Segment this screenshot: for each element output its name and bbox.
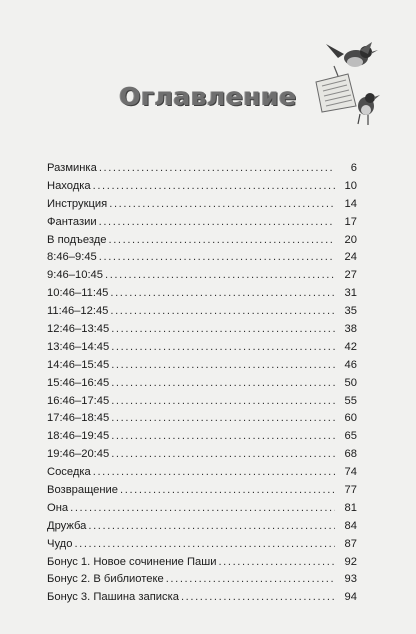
toc-entry-label: Находка: [47, 179, 91, 192]
toc-entry: [47, 267, 357, 285]
toc-entry-page-number: 14: [344, 197, 357, 210]
toc-entry-label: 13:46–14:45: [47, 340, 110, 353]
toc-entry-page-number: 81: [344, 501, 357, 514]
toc-entry-label: 14:46–15:45: [47, 358, 110, 371]
toc-entry: [47, 321, 357, 339]
toc-entry-label: Возвращение: [47, 484, 119, 497]
toc-entry-page-number: 94: [344, 591, 357, 604]
toc-entry-page-number: 31: [344, 287, 357, 300]
toc-leader-dots: [109, 196, 335, 214]
bird-top-icon: [326, 42, 378, 67]
toc-entry: [47, 285, 357, 303]
toc-entry-label: Инструкция: [47, 197, 108, 210]
toc-leader-dots: [110, 303, 335, 321]
toc-entry: [47, 518, 357, 536]
toc-entry-label: 12:46–13:45: [47, 323, 110, 336]
toc-entry-page-number: 20: [344, 233, 357, 246]
toc-leader-dots: [70, 500, 335, 518]
toc-leader-dots: [111, 446, 335, 464]
toc-entry-label: Соседка: [47, 466, 91, 479]
toc-entry: [47, 410, 357, 428]
toc-entry: [47, 500, 357, 518]
toc-leader-dots: [105, 267, 335, 285]
toc-leader-dots: [218, 554, 335, 572]
toc-entry-page-number: 60: [344, 412, 357, 425]
toc-leader-dots: [120, 482, 335, 500]
toc-entry-page-number: 6: [350, 162, 357, 174]
toc-entry-page-number: 24: [344, 251, 357, 264]
toc-entry-page-number: 50: [344, 376, 357, 389]
toc-entry-page-number: 93: [344, 573, 357, 586]
toc-leader-dots: [93, 178, 335, 196]
toc-entry-label: Бонус 2. В библиотеке: [47, 573, 164, 586]
toc-leader-dots: [110, 285, 335, 303]
toc-entry: [47, 536, 357, 554]
toc-leader-dots: [99, 214, 335, 232]
toc-entry: [47, 482, 357, 500]
toc-entry: [47, 196, 357, 214]
toc-entry: [47, 571, 357, 589]
toc-entry-page-number: 92: [344, 555, 357, 568]
toc-entry: [47, 446, 357, 464]
toc-entry-page-number: 74: [344, 466, 357, 479]
toc-entry: [47, 178, 357, 196]
toc-leader-dots: [166, 571, 335, 589]
toc-entry: [47, 232, 357, 250]
toc-entry-label: 9:46–10:45: [47, 269, 103, 282]
toc-leader-dots: [111, 428, 335, 446]
toc-entry: [47, 554, 357, 572]
toc-leader-dots: [111, 357, 335, 375]
toc-entry: [47, 375, 357, 393]
toc-entry-label: 19:46–20:45: [47, 448, 110, 461]
toc-entry-page-number: 27: [344, 269, 357, 282]
toc-entry-page-number: 68: [344, 448, 357, 461]
toc-entry-page-number: 10: [344, 179, 357, 192]
toc-entry: [47, 214, 357, 232]
toc-entry-label: Дружба: [47, 519, 87, 532]
toc-entry-label: 17:46–18:45: [47, 412, 110, 425]
toc-leader-dots: [111, 321, 335, 339]
toc-entry-page-number: 17: [344, 215, 357, 228]
toc-leader-dots: [99, 249, 335, 267]
toc-leader-dots: [93, 464, 335, 482]
toc-leader-dots: [99, 160, 335, 178]
toc-entry-label: 10:46–11:45: [47, 287, 109, 300]
toc-entry-page-number: 55: [344, 394, 357, 407]
toc-entry: [47, 464, 357, 482]
table-of-contents: [47, 160, 357, 607]
toc-entry-label: Бонус 1. Новое сочинение Паши: [47, 555, 217, 568]
toc-leader-dots: [111, 410, 335, 428]
toc-leader-dots: [111, 339, 335, 357]
toc-entry: [47, 589, 357, 607]
toc-entry-page-number: 84: [344, 519, 357, 532]
toc-entry-page-number: 87: [344, 537, 357, 550]
toc-entry-label: 18:46–19:45: [47, 430, 110, 443]
toc-entry-label: 11:46–12:45: [47, 305, 109, 318]
toc-entry-label: 8:46–9:45: [47, 251, 97, 264]
toc-entry-page-number: 65: [344, 430, 357, 443]
toc-entry: [47, 357, 357, 375]
toc-entry-label: В подъезде: [47, 233, 107, 246]
toc-leader-dots: [109, 232, 336, 250]
toc-entry-page-number: 77: [344, 484, 357, 497]
toc-entry: [47, 160, 357, 178]
toc-entry: [47, 393, 357, 411]
toc-leader-dots: [88, 518, 335, 536]
toc-entry: [47, 339, 357, 357]
toc-entry-page-number: 38: [344, 323, 357, 336]
toc-leader-dots: [74, 536, 335, 554]
toc-entry-label: 15:46–16:45: [47, 376, 110, 389]
toc-entry: [47, 428, 357, 446]
toc-entry-label: 16:46–17:45: [47, 394, 110, 407]
toc-entry-page-number: 35: [344, 305, 357, 318]
page-title: Оглавление: [119, 82, 297, 111]
toc-entry-label: Фантазии: [47, 215, 97, 228]
toc-entry-label: Она: [47, 501, 69, 514]
toc-leader-dots: [111, 393, 335, 411]
toc-entry: [47, 249, 357, 267]
toc-entry-label: Бонус 3. Пашина записка: [47, 591, 179, 604]
toc-leader-dots: [181, 589, 335, 607]
toc-leader-dots: [111, 375, 335, 393]
toc-entry: [47, 303, 357, 321]
toc-entry-page-number: 42: [344, 340, 357, 353]
toc-entry-label: Чудо: [47, 537, 73, 550]
toc-entry-page-number: 46: [344, 358, 357, 371]
toc-entry-label: Разминка: [47, 162, 97, 174]
